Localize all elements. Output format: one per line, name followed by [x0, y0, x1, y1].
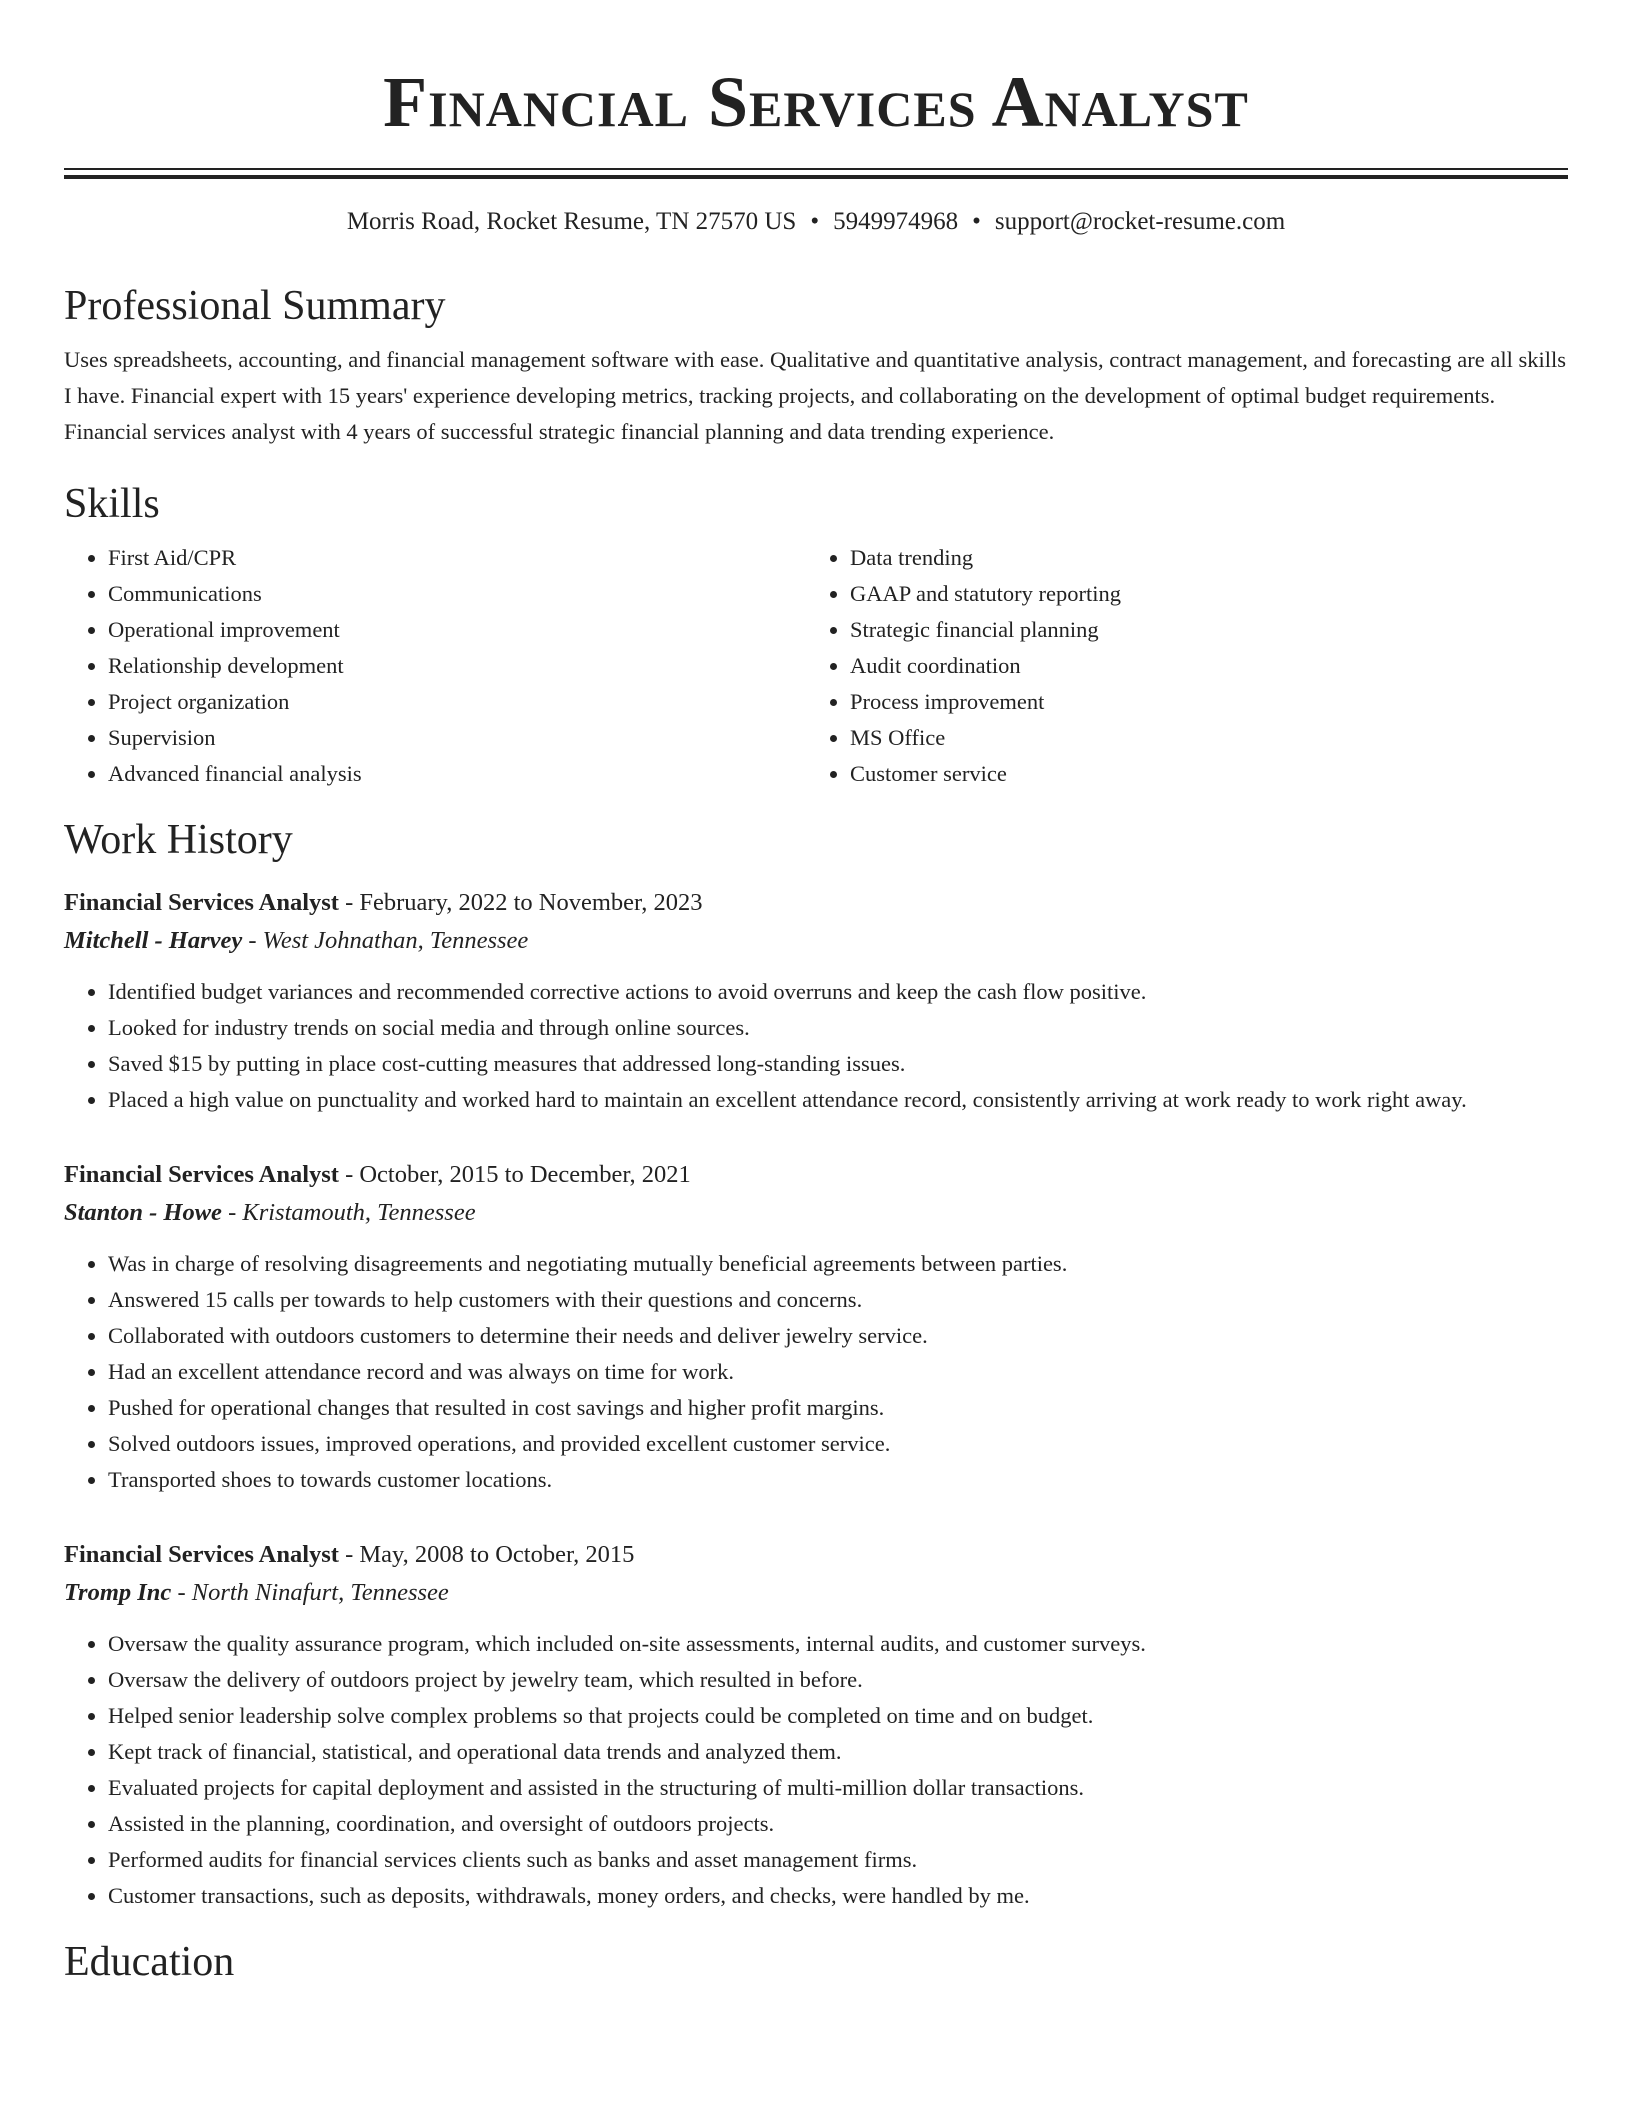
bullet-separator: • — [810, 208, 820, 235]
resume-page — [64, 0, 1568, 1988]
job-header — [64, 1536, 1568, 1574]
job-title: Financial Services Analyst — [64, 889, 339, 916]
job-bullet: • Oversaw the delivery of outdoors project by jewelry team, which resulted in before. — [108, 1662, 1568, 1698]
job-entry — [64, 884, 1568, 1118]
skill-item: • Relationship development — [108, 648, 806, 684]
job-header — [64, 1156, 1568, 1194]
job-bullet: • Transported shoes to towards customer locations. — [108, 1462, 1568, 1498]
job-bullet: • Was in charge of resolving disagreements and negotiating mutually beneficial agreements between parties. — [108, 1246, 1568, 1282]
skill-item: • Strategic financial planning — [850, 612, 1548, 648]
job-entry — [64, 1536, 1568, 1914]
summary-section — [64, 280, 1568, 450]
company-name: Tromp Inc — [64, 1579, 172, 1606]
contact-phone: 5949974968 — [833, 208, 959, 235]
job-bullet: • Collaborated with outdoors customers to determine their needs and deliver jewelry service. — [108, 1318, 1568, 1354]
job-bullet: • Evaluated projects for capital deployment and assisted in the structuring of multi-million dollar transactions. — [108, 1770, 1568, 1806]
skill-item: • Data trending — [850, 540, 1548, 576]
skill-item: • GAAP and statutory reporting — [850, 576, 1548, 612]
job-bullet: • Customer transactions, such as deposits, withdrawals, money orders, and checks, were handled by me. — [108, 1878, 1568, 1914]
job-bullet: • Assisted in the planning, coordination, and oversight of outdoors projects. — [108, 1806, 1568, 1842]
job-employer — [64, 922, 1568, 960]
job-bullet: • Oversaw the quality assurance program, which included on-site assessments, internal audits, and customer surveys. — [108, 1626, 1568, 1662]
skill-item: • MS Office — [850, 720, 1548, 756]
skill-item: • Advanced financial analysis — [108, 756, 806, 792]
job-dates: - February, 2022 to November, 2023 — [338, 889, 703, 916]
skill-item: • Customer service — [850, 756, 1548, 792]
job-title: Financial Services Analyst — [64, 1161, 339, 1188]
company-name: Mitchell - Harvey — [64, 927, 243, 954]
work-history-heading: Work History — [64, 817, 293, 863]
job-location: - Kristamouth, Tennessee — [221, 1199, 476, 1226]
job-bullets — [64, 1626, 1568, 1914]
contact-email: support@rocket-resume.com — [994, 208, 1286, 235]
skills-heading: Skills — [64, 481, 160, 527]
education-heading: Education — [64, 1939, 235, 1985]
job-dates: - May, 2008 to October, 2015 — [338, 1541, 635, 1568]
skill-item: • Process improvement — [850, 684, 1548, 720]
job-bullet: • Placed a high value on punctuality and worked hard to maintain an excellent attendance record, consistently arriving at work ready to work right away. — [108, 1082, 1568, 1118]
job-location: - North Ninafurt, Tennessee — [171, 1579, 449, 1606]
job-bullets — [64, 974, 1568, 1118]
job-bullet: • Answered 15 calls per towards to help customers with their questions and concerns. — [108, 1282, 1568, 1318]
job-bullet: • Helped senior leadership solve complex problems so that projects could be completed on time and on budget. — [108, 1698, 1568, 1734]
job-dates: - October, 2015 to December, 2021 — [338, 1161, 691, 1188]
skills-list-right — [806, 540, 1548, 792]
job-bullet: • Saved $15 by putting in place cost-cutting measures that addressed long-standing issues. — [108, 1046, 1568, 1082]
job-employer — [64, 1194, 1568, 1232]
job-bullet: • Had an excellent attendance record and was always on time for work. — [108, 1354, 1568, 1390]
skill-item: • Project organization — [108, 684, 806, 720]
skill-item: • Communications — [108, 576, 806, 612]
skills-columns — [64, 540, 1568, 792]
summary-text: Uses spreadsheets, accounting, and financial management software with ease. Qualitative and quantitative analysis, contract management, and forecasting are all skills I have. Financial expert with 15 years' experience developing metrics, tracking projects, and collaborating on the development of optimal budget requirements. Financial services analyst with 4 years of successful strategic financial planning and data trending experience. — [64, 347, 1566, 444]
job-header — [64, 884, 1568, 922]
job-bullet: • Kept track of financial, statistical, and operational data trends and analyzed them. — [108, 1734, 1568, 1770]
job-location: - West Johnathan, Tennessee — [242, 927, 529, 954]
job-bullet: • Looked for industry trends on social media and through online sources. — [108, 1010, 1568, 1046]
bullet-separator: • — [972, 208, 981, 235]
skill-item: • Audit coordination — [850, 648, 1548, 684]
skill-item: • Supervision — [108, 720, 806, 756]
job-bullet: • Solved outdoors issues, improved operations, and provided excellent customer service. — [108, 1426, 1568, 1462]
job-entry — [64, 1156, 1568, 1498]
job-employer — [64, 1574, 1568, 1612]
job-title: Financial Services Analyst — [64, 1541, 339, 1568]
skills-list-left — [64, 540, 806, 792]
resume-title: Financial Services Analyst — [383, 62, 1249, 142]
job-bullet: • Identified budget variances and recommended corrective actions to avoid overruns and keep the cash flow positive. — [108, 974, 1568, 1010]
job-bullets — [64, 1246, 1568, 1498]
contact-address: Morris Road, Rocket Resume, TN 27570 US — [346, 208, 797, 235]
job-bullet: • Pushed for operational changes that resulted in cost savings and higher profit margins. — [108, 1390, 1568, 1426]
contact-line — [64, 206, 1568, 238]
education-section — [64, 1936, 1568, 1988]
company-name: Stanton - Howe — [64, 1199, 222, 1226]
skill-item: • First Aid/CPR — [108, 540, 806, 576]
skill-item: • Operational improvement — [108, 612, 806, 648]
summary-heading: Professional Summary — [64, 283, 446, 329]
title-divider — [64, 168, 1568, 170]
work-history-section — [64, 814, 1568, 1914]
skills-section — [64, 478, 1568, 792]
job-bullet: • Performed audits for financial services clients such as banks and asset management firms. — [108, 1842, 1568, 1878]
